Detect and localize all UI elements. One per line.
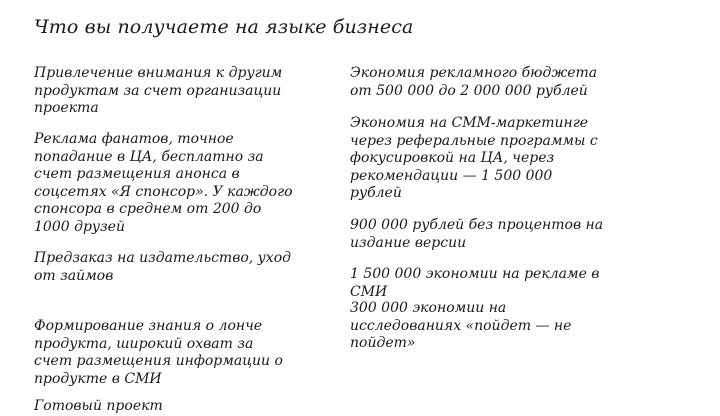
benefit-preorder: Предзаказ на издательство, уход от займов — [34, 250, 292, 284]
benefit-ready-project: Готовый проект — [34, 398, 163, 414]
saving-smm: Экономия на СММ-маркетинге через реферальные программы с фокусировкой на ЦА, через рекомендации — 1 500 000 рублей — [350, 115, 598, 201]
saving-ad-budget: Экономия рекламного бюджета от 500 000 до 2 000 000 рублей — [350, 65, 598, 99]
saving-research: 300 000 экономии на исследованиях «пойдет — не пойдет» — [350, 300, 572, 351]
benefit-awareness: Формирование знания о лонче продукта, широкий охват за счет размещения информации о продукте в СМИ — [34, 318, 283, 387]
saving-publishing: 900 000 рублей без процентов на издание версии — [350, 217, 604, 251]
slide-title: Что вы получаете на языке бизнеса — [34, 16, 414, 38]
benefit-attention: Привлечение внимания к другим продуктам за счет организации проекта — [34, 65, 283, 116]
benefit-fan-advertising: Реклама фанатов, точное попадание в ЦА, бесплатно за счет размещения анонса в соцсетях «Я спонсор». У каждого спонсора в среднем от 200 до 1000 друзей — [34, 131, 293, 235]
saving-media-ads: 1 500 000 экономии на рекламе в СМИ — [350, 266, 600, 300]
